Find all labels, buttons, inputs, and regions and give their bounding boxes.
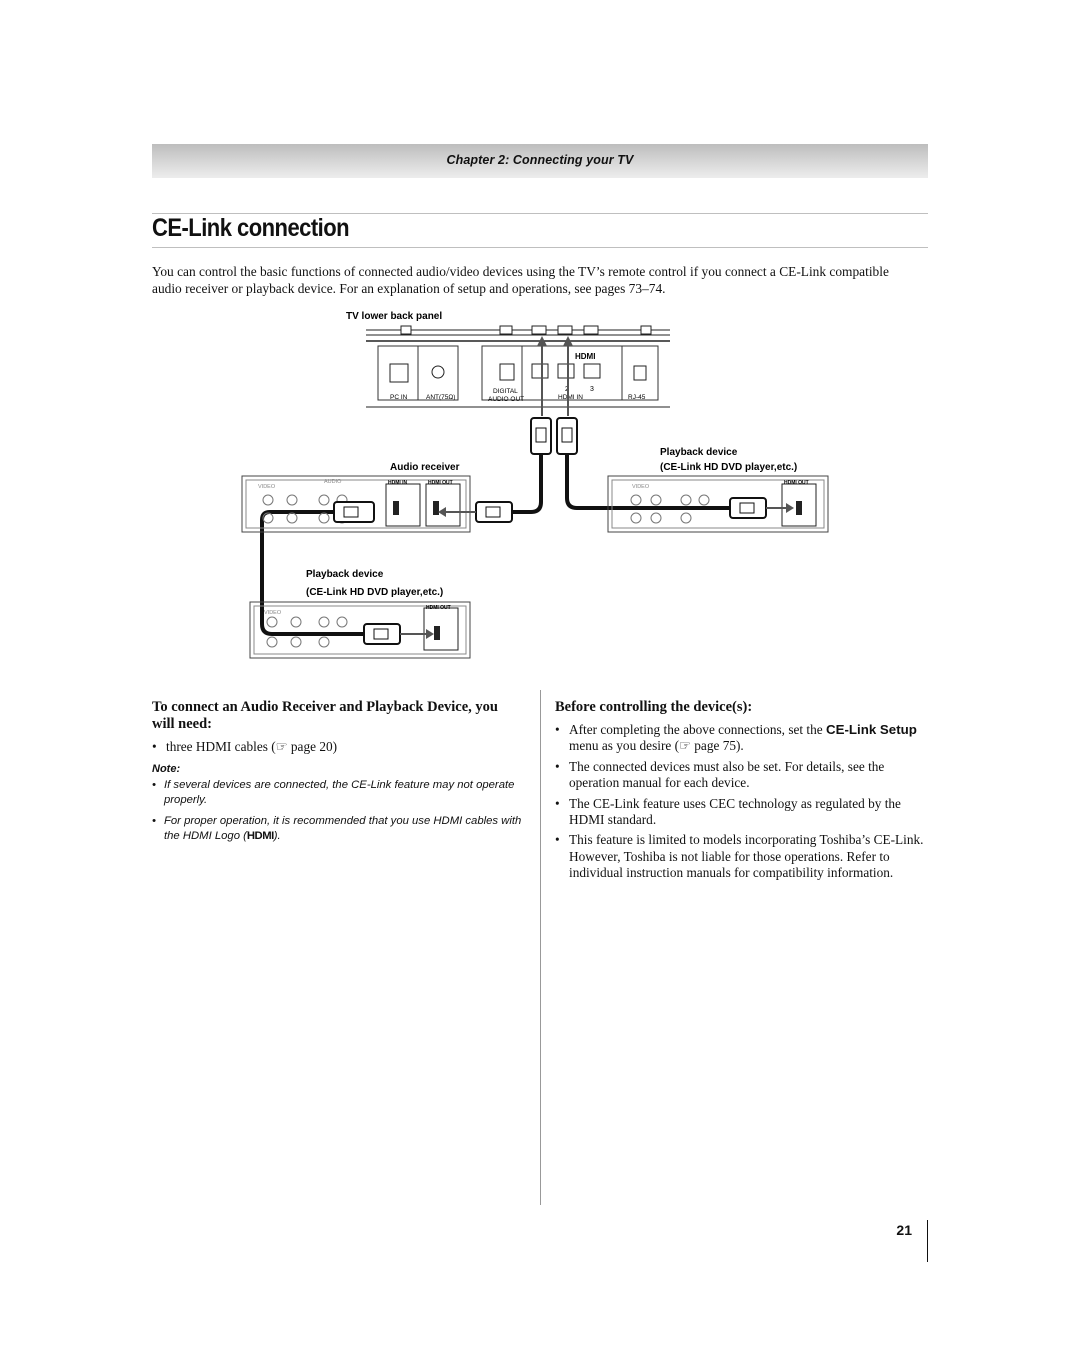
digital-audio-port-icon bbox=[500, 364, 514, 380]
note-label: Note: bbox=[152, 763, 181, 776]
note-item: • If several devices are connected, the CE-Link feature may not operate properly. bbox=[152, 779, 515, 807]
antenna-port-icon bbox=[432, 366, 444, 378]
list-item: • After completing the above connections, set the CE-Link Setup menu as you desire (☞ page 75). bbox=[555, 722, 917, 754]
list-item: • The CE-Link feature uses CEC technology as regulated by the HDMI standard. bbox=[555, 795, 901, 828]
chapter-title: Chapter 2: Connecting your TV bbox=[446, 153, 634, 167]
playback-device-lower-sub: (CE-Link HD DVD player,etc.) bbox=[306, 587, 444, 598]
column-divider bbox=[540, 690, 541, 1205]
page-number: 21 bbox=[896, 1222, 912, 1238]
svg-text:VIDEO: VIDEO bbox=[632, 484, 650, 490]
hdmi-logo-icon: HDMI bbox=[246, 830, 274, 843]
hdmi-in-label: HDMI IN bbox=[558, 394, 583, 401]
tv-hdmi-plugs bbox=[531, 418, 577, 454]
receiver-hdmi-in: HDMI IN bbox=[388, 480, 408, 486]
receiver-hdmi-out: HDMI OUT bbox=[428, 480, 453, 486]
svg-text:AUDIO: AUDIO bbox=[324, 479, 342, 485]
digital-label: DIGITAL bbox=[493, 388, 518, 395]
rj45-label: RJ-45 bbox=[628, 394, 646, 401]
cables-list bbox=[152, 739, 524, 755]
hdmi-number-2: 2 bbox=[565, 386, 569, 393]
playback-device-right-box bbox=[608, 476, 828, 532]
playback-device-lower-box bbox=[250, 602, 470, 658]
hdmi-number-3: 3 bbox=[590, 386, 594, 393]
title-bottom-rule bbox=[152, 247, 928, 248]
list-item: • The connected devices must also be set. For details, see the operation manual for each device. bbox=[555, 758, 885, 791]
left-column bbox=[152, 699, 524, 850]
intro-paragraph: You can control the basic functions of connected audio/video devices using the TV’s remote control if you connect a CE-Link compatible audio receiver or playback device. For an explanation of setup and operations, see pages 73–74. bbox=[152, 264, 889, 296]
playback-lower-hdmi-out: HDMI OUT bbox=[426, 605, 451, 611]
audio-out-label: AUDIO OUT bbox=[488, 396, 525, 403]
rj45-port-icon bbox=[634, 366, 646, 380]
audio-receiver-label: Audio receiver bbox=[390, 462, 460, 473]
playback-right-hdmi-out: HDMI OUT bbox=[784, 480, 809, 486]
page-number-rule bbox=[927, 1220, 928, 1262]
svg-text:VIDEO: VIDEO bbox=[264, 610, 282, 616]
right-bullet-list bbox=[555, 722, 927, 882]
pc-in-label: PC IN bbox=[390, 394, 408, 401]
note-item: • For proper operation, it is recommended that you use HDMI cables with the HDMI Logo (HDMI). bbox=[152, 815, 522, 843]
hdmi-port-3-icon bbox=[584, 364, 600, 378]
audio-receiver-box bbox=[242, 476, 470, 532]
hdmi-port-1-icon bbox=[532, 364, 548, 378]
list-item: • three HDMI cables (☞ page 20) bbox=[152, 739, 338, 754]
right-heading: Before controlling the device(s): bbox=[555, 699, 753, 715]
pc-in-port-icon bbox=[390, 364, 408, 382]
left-heading: To connect an Audio Receiver and Playback Device, you will need: bbox=[152, 699, 498, 732]
playback-device-right-sub: (CE-Link HD DVD player,etc.) bbox=[660, 462, 798, 473]
chapter-header-bar bbox=[152, 144, 928, 178]
tv-panel-label: TV lower back panel bbox=[346, 311, 443, 322]
hdmi-logo: HDMI bbox=[575, 352, 596, 361]
list-item: • This feature is limited to models incorporating Toshiba’s CE-Link. However, Toshiba is not liable for those operations. Refer to individual instruction manuals for compatibility information. bbox=[555, 832, 924, 881]
hdmi-port-2-icon bbox=[558, 364, 574, 378]
right-column bbox=[555, 699, 927, 886]
playback-device-lower-label: Playback device bbox=[306, 569, 384, 580]
ant-label: ANT(75Ω) bbox=[426, 394, 456, 401]
page-title: CE-Link connection bbox=[152, 214, 350, 242]
tv-back-panel bbox=[366, 326, 670, 407]
svg-text:VIDEO: VIDEO bbox=[258, 484, 276, 490]
playback-device-right-label: Playback device bbox=[660, 447, 738, 458]
connection-diagram bbox=[240, 306, 840, 666]
